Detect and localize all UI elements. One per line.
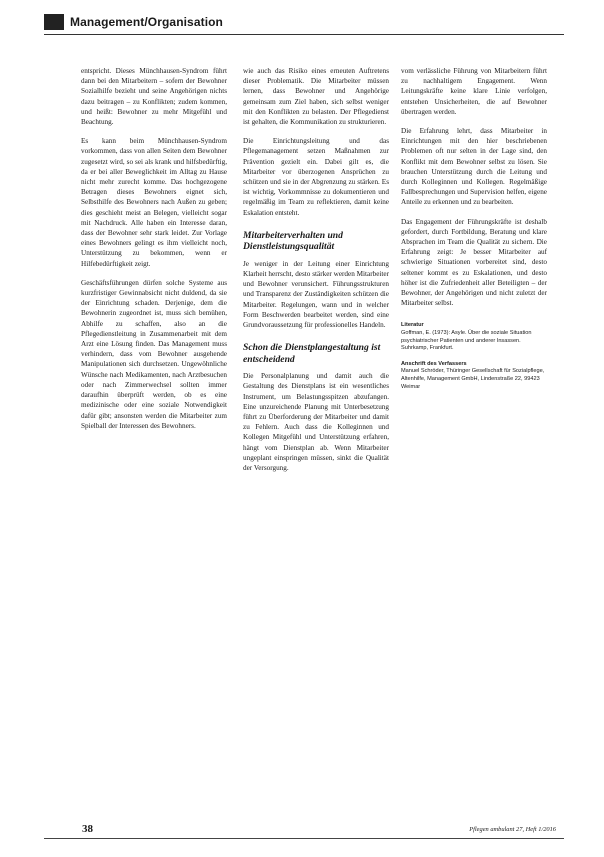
subheading: Mitarbeiterverhalten und Dienstleistungsqualität — [243, 229, 343, 253]
literature-heading: Literatur — [401, 322, 424, 329]
author-heading: Anschrift des Verfassers — [401, 360, 467, 367]
paragraph: Die Einrichtungsleitung und das Pflegemanagement setzen Maßnahmen zur Prävention gezielt ein. Dabei gilt es, die Mitarbeiter vor überzogenen Ansprüchen zu schützen und sie in der Abgrenzung zu stärken. Es ist wichtig, Vorkommnisse zu dokumentieren und regelmäßig im Team zu reflektieren, damit keine Eskalation entsteht. — [243, 137, 389, 217]
text-column-1 — [81, 66, 227, 440]
text-column-3 — [401, 66, 547, 391]
section-title: Management/Organisation — [70, 15, 223, 29]
page-number: 38 — [82, 823, 93, 835]
author-address: Manuel Schröder, Thüringer Gesellschaft für Sozialpflege, Altenhilfe, Management GmbH, Lindenstraße 22, 99423 Weimar — [401, 368, 545, 390]
literature-entry: Goffman, E. (1973): Asyle. Über die soziale Situation psychiatrischer Patienten und anderer Insassen. Suhrkamp, Frankfurt. — [401, 330, 532, 352]
paragraph: Die Personalplanung und damit auch die Gestaltung des Dienstplans ist ein wesentliches Instrument, um Belastungsspitzen abzufangen. Eine unzureichende Planung mit Unterbesetzung führt zu Überforderung der Mitarbeiter und damit zu Fehlern. Auch dass die Kolleginnen und Kollegen Mitgefühl und Unterstützung erfahren, hängt vom Dienstplan ab. Wenn Mitarbeiter ungeplant einspringen müssen, sinkt die Qualität der Versorgung. — [243, 372, 389, 473]
journal-reference: Pflegen ambulant 27, Heft 1/2016 — [469, 826, 556, 833]
paragraph: wie auch das Risiko eines erneuten Auftretens dieser Problematik. Die Mitarbeiter müssen lernen, dass Bewohner und Angehörige gemeinsam zum Ziel haben, sich selbst weniger mit den Konflikten zu belasten. Der Pflegedienst ist gehalten, die Kommunikation zu strukturieren. — [243, 67, 389, 127]
paragraph: entspricht. Dieses Münchhausen-Syndrom führt dann bei den Mitarbeitern – sofern der Bewohner Sozialhilfe bezieht und seine Angehörigen nichts dazu beitragen – zu Konflikten; zudem kommen, und heißt: Bewohner zu mehr Mitgefühl und Beachtung. — [81, 67, 227, 127]
subheading: Schon die Dienstplangestaltung ist entscheidend — [243, 342, 381, 365]
page-header — [44, 10, 564, 35]
paragraph: Das Engagement der Führungskräfte ist deshalb gefordert, durch Fortbildung, Beratung und klare Absprachen im Team die Qualität zu sichern. Die Erfahrung zeigt: Je besser Mitarbeiter auf schwierige Situationen vorbereitet sind, desto seltener kommt es zu Eskalationen, und desto höher ist die Zufriedenheit aller Beteiligten – der Bewohner, der Angehörigen und nicht zuletzt der Mitarbeiter selbst. — [401, 217, 547, 308]
section-mark — [44, 14, 64, 30]
paragraph: Je weniger in der Leitung einer Einrichtung Klarheit herrscht, desto stärker werden Mitarbeiter und Bewohner verunsichert. Führungsstrukturen und Transparenz der Zuständigkeiten schützen die Mitarbeiter. Regelungen, wann und in welcher Form Beschwerden bearbeitet werden, sind eine Grundvoraussetzung für professionelles Handeln. — [243, 259, 389, 330]
footer-rule — [44, 838, 564, 839]
paragraph: Es kann beim Münchhausen-Syndrom vorkommen, dass von allen Seiten dem Bewohner zugesetzt wird, so sei als krank und hilfsbedürftig, da er bei aller Beweglichkeit im Alltag zu Hause nicht mehr zurecht komme. Das hochgezogene Betragen dieses Bewohners eignet sich, Selbsthilfe des Bewohners nach Außen zu geben; dies geschieht meist an Belegen, vielleicht sogar mit Nachdruck. Alle haben ein Interesse daran, dass der Bewohner sehr stark leidet. Zur Vorlage eines Bewohners gelingt es ihm vielleicht noch, Unterstützung zu bekommen, wenn er Hilfebedürftigkeit zeigt. — [81, 137, 227, 268]
text-column-2 — [243, 66, 389, 482]
references — [401, 322, 547, 391]
paragraph: Die Erfahrung lehrt, dass Mitarbeiter in Einrichtungen mit den hier beschriebenen Problemen oft nur selten in der Lage sind, den Konflikt mit dem Bewohner selbst zu lösen. Sie brauchen Unterstützung durch die Leitung und durch Kolleginnen und Kollegen. Regelmäßige Fallbesprechungen und Supervision helfen, eigene Anteile zu erkennen und zu bearbeiten. — [401, 127, 547, 207]
paragraph: Geschäftsführungen dürfen solche Systeme aus kurzfristiger Gewinnabsicht nicht duldend, da sie der Einrichtung schaden. Derjenige, dem die Bewohnerin zugeordnet ist, muss sich bemühen, Abhilfe zu schaffen, also an die Pflegedienstleitung in Zusammenarbeit mit dem Arzt eine Lösung finden. Das Management muss verhindern, dass vom Bewohner ausgehende Manipulationen sich durchsetzen. Ungewöhnliche Wünsche nach Medikamenten, nach Arztbesuchen oder nach Zimmerwechsel sollten immer daraufhin überprüft werden, ob es eine medizinische oder eine soziale Notwendigkeit dafür gibt; ansonsten werden die Mitarbeiter zum Spielball der Interessen des Bewohners. — [81, 278, 227, 430]
paragraph: vom verlässliche Führung von Mitarbeitern führt zu nachhaltigem Engagement. Wenn Leitungskräfte keine klare Linie verfolgen, entstehen Unsicherheiten, die auf Bewohner übertragen werden. — [401, 67, 547, 116]
